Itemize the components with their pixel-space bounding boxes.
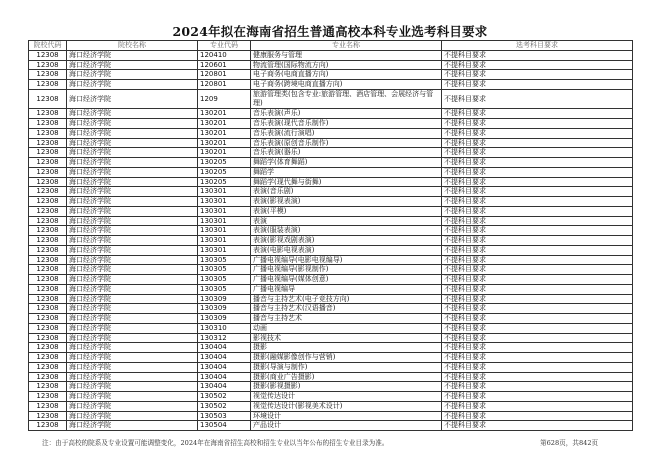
cell-major-code: 130205 [198, 158, 251, 168]
cell-school-code: 12308 [29, 236, 67, 246]
cell-major-name: 摄影(影视摄影) [251, 382, 442, 392]
cell-school-name: 海口经济学院 [67, 236, 198, 246]
cell-requirement: 不提科目要求 [442, 362, 633, 372]
table-row [29, 333, 633, 343]
table-row [29, 119, 633, 129]
cell-major-code: 1209 [198, 89, 251, 109]
table-row [29, 60, 633, 70]
cell-major-code: 130201 [198, 138, 251, 148]
table-row [29, 421, 633, 431]
cell-school-name: 海口经济学院 [67, 362, 198, 372]
cell-major-code: 130301 [198, 245, 251, 255]
cell-school-name: 海口经济学院 [67, 382, 198, 392]
cell-school-name: 海口经济学院 [67, 255, 198, 265]
cell-requirement: 不提科目要求 [442, 382, 633, 392]
cell-school-name: 海口经济学院 [67, 314, 198, 324]
cell-requirement: 不提科目要求 [442, 197, 633, 207]
cell-major-name: 音乐表演(现代音乐制作) [251, 119, 442, 129]
cell-school-name: 海口经济学院 [67, 265, 198, 275]
cell-school-code: 12308 [29, 372, 67, 382]
cell-major-name: 播音与主持艺术(电子竞技方向) [251, 294, 442, 304]
table-row [29, 226, 633, 236]
cell-requirement: 不提科目要求 [442, 294, 633, 304]
cell-school-name: 海口经济学院 [67, 70, 198, 80]
cell-requirement: 不提科目要求 [442, 89, 633, 109]
cell-school-code: 12308 [29, 89, 67, 109]
cell-major-code: 130305 [198, 255, 251, 265]
table-row [29, 284, 633, 294]
table-row [29, 401, 633, 411]
cell-major-name: 物流管理(国际物流方向) [251, 60, 442, 70]
cell-major-code: 130404 [198, 382, 251, 392]
cell-school-code: 12308 [29, 177, 67, 187]
cell-major-code: 120801 [198, 70, 251, 80]
cell-requirement: 不提科目要求 [442, 265, 633, 275]
cell-school-name: 海口经济学院 [67, 343, 198, 353]
cell-school-code: 12308 [29, 167, 67, 177]
cell-school-name: 海口经济学院 [67, 138, 198, 148]
cell-school-name: 海口经济学院 [67, 206, 198, 216]
cell-major-name: 舞蹈学(现代舞与街舞) [251, 177, 442, 187]
cell-requirement: 不提科目要求 [442, 148, 633, 158]
cell-requirement: 不提科目要求 [442, 109, 633, 119]
cell-school-code: 12308 [29, 80, 67, 90]
cell-school-name: 海口经济学院 [67, 275, 198, 285]
cell-major-code: 130201 [198, 109, 251, 119]
cell-school-code: 12308 [29, 226, 67, 236]
col-header-school-code: 院校代码 [29, 41, 67, 51]
cell-school-name: 海口经济学院 [67, 353, 198, 363]
cell-school-code: 12308 [29, 265, 67, 275]
cell-major-name: 表演(服装表演) [251, 226, 442, 236]
table-row [29, 167, 633, 177]
cell-school-name: 海口经济学院 [67, 392, 198, 402]
cell-requirement: 不提科目要求 [442, 177, 633, 187]
table-row [29, 89, 633, 109]
cell-major-code: 130201 [198, 119, 251, 129]
cell-school-code: 12308 [29, 353, 67, 363]
cell-major-name: 表演(音乐剧) [251, 187, 442, 197]
cell-major-code: 130504 [198, 421, 251, 431]
cell-school-code: 12308 [29, 421, 67, 431]
cell-school-name: 海口经济学院 [67, 177, 198, 187]
cell-major-code: 130310 [198, 323, 251, 333]
table-row [29, 177, 633, 187]
cell-school-code: 12308 [29, 392, 67, 402]
cell-school-code: 12308 [29, 255, 67, 265]
cell-major-code: 130205 [198, 167, 251, 177]
cell-school-name: 海口经济学院 [67, 80, 198, 90]
cell-major-code: 130305 [198, 284, 251, 294]
page-indicator: 第628页，共842页 [540, 439, 599, 447]
cell-requirement: 不提科目要求 [442, 80, 633, 90]
cell-major-code: 130305 [198, 275, 251, 285]
cell-major-code: 130301 [198, 226, 251, 236]
cell-requirement: 不提科目要求 [442, 353, 633, 363]
cell-school-code: 12308 [29, 343, 67, 353]
table-row [29, 353, 633, 363]
cell-requirement: 不提科目要求 [442, 401, 633, 411]
cell-major-name: 舞蹈学(体育舞蹈) [251, 158, 442, 168]
table-row [29, 411, 633, 421]
cell-major-name: 音乐表演(流行演唱) [251, 128, 442, 138]
cell-major-code: 120601 [198, 60, 251, 70]
table-row [29, 343, 633, 353]
cell-major-name: 健康服务与管理 [251, 50, 442, 60]
cell-requirement: 不提科目要求 [442, 372, 633, 382]
table-header-row [29, 41, 633, 51]
table-body [29, 50, 633, 430]
cell-major-name: 旅游管理类(包含专业:旅游管理、酒店管理、会展经济与管理) [251, 89, 442, 109]
col-header-requirement: 选考科目要求 [442, 41, 633, 51]
table-row [29, 216, 633, 226]
cell-school-code: 12308 [29, 128, 67, 138]
cell-major-name: 音乐表演(器乐) [251, 148, 442, 158]
cell-major-code: 130502 [198, 401, 251, 411]
cell-school-name: 海口经济学院 [67, 401, 198, 411]
cell-school-name: 海口经济学院 [67, 333, 198, 343]
cell-school-code: 12308 [29, 323, 67, 333]
table-row [29, 323, 633, 333]
cell-major-name: 广播电视编导(媒体创意) [251, 275, 442, 285]
cell-major-code: 130301 [198, 187, 251, 197]
cell-major-name: 表演(平模) [251, 206, 442, 216]
table-row [29, 275, 633, 285]
cell-major-code: 120801 [198, 80, 251, 90]
cell-major-name: 动画 [251, 323, 442, 333]
cell-requirement: 不提科目要求 [442, 421, 633, 431]
cell-major-code: 130502 [198, 392, 251, 402]
cell-requirement: 不提科目要求 [442, 226, 633, 236]
cell-major-name: 广播电视编导(影视制作) [251, 265, 442, 275]
cell-major-code: 130301 [198, 206, 251, 216]
table-row [29, 265, 633, 275]
table-row [29, 206, 633, 216]
cell-school-name: 海口经济学院 [67, 167, 198, 177]
table-row [29, 109, 633, 119]
cell-school-name: 海口经济学院 [67, 372, 198, 382]
cell-requirement: 不提科目要求 [442, 323, 633, 333]
table-row [29, 362, 633, 372]
cell-school-name: 海口经济学院 [67, 421, 198, 431]
cell-requirement: 不提科目要求 [442, 245, 633, 255]
cell-school-name: 海口经济学院 [67, 89, 198, 109]
cell-major-code: 130201 [198, 148, 251, 158]
cell-major-code: 130201 [198, 128, 251, 138]
cell-major-code: 130305 [198, 265, 251, 275]
cell-requirement: 不提科目要求 [442, 284, 633, 294]
cell-school-code: 12308 [29, 60, 67, 70]
table-row [29, 70, 633, 80]
cell-requirement: 不提科目要求 [442, 119, 633, 129]
table-row [29, 372, 633, 382]
cell-major-name: 影视技术 [251, 333, 442, 343]
cell-school-code: 12308 [29, 411, 67, 421]
cell-major-code: 130404 [198, 353, 251, 363]
cell-major-name: 广播电视编导 [251, 284, 442, 294]
cell-major-code: 130301 [198, 197, 251, 207]
cell-requirement: 不提科目要求 [442, 60, 633, 70]
cell-school-name: 海口经济学院 [67, 216, 198, 226]
cell-major-name: 播音与主持艺术 [251, 314, 442, 324]
col-header-major-code: 专业代码 [198, 41, 251, 51]
cell-requirement: 不提科目要求 [442, 333, 633, 343]
table-row [29, 314, 633, 324]
cell-school-code: 12308 [29, 119, 67, 129]
cell-school-code: 12308 [29, 148, 67, 158]
cell-school-code: 12308 [29, 275, 67, 285]
cell-school-code: 12308 [29, 138, 67, 148]
cell-school-name: 海口经济学院 [67, 197, 198, 207]
cell-school-name: 海口经济学院 [67, 158, 198, 168]
cell-school-name: 海口经济学院 [67, 128, 198, 138]
table-row [29, 294, 633, 304]
cell-major-name: 表演 [251, 216, 442, 226]
cell-school-name: 海口经济学院 [67, 323, 198, 333]
table-row [29, 392, 633, 402]
cell-requirement: 不提科目要求 [442, 50, 633, 60]
cell-requirement: 不提科目要求 [442, 314, 633, 324]
table-row [29, 382, 633, 392]
cell-school-code: 12308 [29, 333, 67, 343]
cell-requirement: 不提科目要求 [442, 128, 633, 138]
cell-major-code: 130404 [198, 362, 251, 372]
cell-major-code: 130503 [198, 411, 251, 421]
cell-school-name: 海口经济学院 [67, 119, 198, 129]
cell-school-name: 海口经济学院 [67, 304, 198, 314]
cell-major-name: 音乐表演(原创音乐制作) [251, 138, 442, 148]
cell-school-name: 海口经济学院 [67, 187, 198, 197]
cell-requirement: 不提科目要求 [442, 138, 633, 148]
table-row [29, 245, 633, 255]
cell-school-code: 12308 [29, 382, 67, 392]
cell-major-code: 130312 [198, 333, 251, 343]
cell-major-name: 广播电视编导(电影电视编导) [251, 255, 442, 265]
cell-major-name: 表演(电影电视表演) [251, 245, 442, 255]
cell-requirement: 不提科目要求 [442, 255, 633, 265]
cell-school-code: 12308 [29, 362, 67, 372]
cell-school-name: 海口经济学院 [67, 294, 198, 304]
table-row [29, 50, 633, 60]
cell-major-code: 130301 [198, 216, 251, 226]
cell-school-code: 12308 [29, 158, 67, 168]
cell-requirement: 不提科目要求 [442, 275, 633, 285]
cell-school-name: 海口经济学院 [67, 60, 198, 70]
cell-major-name: 环境设计 [251, 411, 442, 421]
cell-major-name: 摄影 [251, 343, 442, 353]
cell-school-code: 12308 [29, 206, 67, 216]
table-row [29, 148, 633, 158]
cell-school-name: 海口经济学院 [67, 245, 198, 255]
table-row [29, 128, 633, 138]
cell-major-code: 130404 [198, 372, 251, 382]
col-header-major-name: 专业名称 [251, 41, 442, 51]
cell-major-code: 120410 [198, 50, 251, 60]
cell-school-code: 12308 [29, 109, 67, 119]
table-row [29, 138, 633, 148]
table-row [29, 80, 633, 90]
cell-major-code: 130205 [198, 177, 251, 187]
cell-major-name: 表演(影视表演) [251, 197, 442, 207]
cell-requirement: 不提科目要求 [442, 304, 633, 314]
cell-school-code: 12308 [29, 216, 67, 226]
cell-requirement: 不提科目要求 [442, 236, 633, 246]
cell-major-code: 130404 [198, 343, 251, 353]
cell-major-name: 视觉传达设计 [251, 392, 442, 402]
cell-major-name: 产品设计 [251, 421, 442, 431]
footer-note: 注：由于高校的院系及专业设置可能调整变化，2024年在海南省招生高校和招生专业以当年公布的招生专业目录为准。 [42, 439, 389, 447]
table-row [29, 236, 633, 246]
requirements-table [28, 40, 633, 431]
cell-school-code: 12308 [29, 245, 67, 255]
cell-school-code: 12308 [29, 284, 67, 294]
document-title: 2024年拟在海南省招生普通高校本科专业选考科目要求 [172, 24, 488, 39]
table-row [29, 197, 633, 207]
cell-school-code: 12308 [29, 50, 67, 60]
cell-school-name: 海口经济学院 [67, 148, 198, 158]
cell-major-code: 130309 [198, 304, 251, 314]
cell-requirement: 不提科目要求 [442, 187, 633, 197]
cell-school-name: 海口经济学院 [67, 226, 198, 236]
table-row [29, 255, 633, 265]
cell-school-code: 12308 [29, 304, 67, 314]
cell-school-name: 海口经济学院 [67, 411, 198, 421]
table-row [29, 304, 633, 314]
cell-requirement: 不提科目要求 [442, 411, 633, 421]
cell-major-name: 视觉传达设计(影视美术设计) [251, 401, 442, 411]
cell-school-code: 12308 [29, 197, 67, 207]
cell-major-name: 摄影(融媒影像创作与营销) [251, 353, 442, 363]
cell-school-code: 12308 [29, 187, 67, 197]
cell-school-name: 海口经济学院 [67, 109, 198, 119]
cell-major-code: 130309 [198, 294, 251, 304]
cell-major-code: 130309 [198, 314, 251, 324]
cell-major-name: 电子商务(跨境电商直播方向) [251, 80, 442, 90]
cell-major-code: 130301 [198, 236, 251, 246]
cell-school-code: 12308 [29, 70, 67, 80]
col-header-school-name: 院校名称 [67, 41, 198, 51]
cell-requirement: 不提科目要求 [442, 158, 633, 168]
cell-major-name: 电子商务(电商直播方向) [251, 70, 442, 80]
table-row [29, 158, 633, 168]
cell-requirement: 不提科目要求 [442, 70, 633, 80]
cell-requirement: 不提科目要求 [442, 392, 633, 402]
cell-school-code: 12308 [29, 401, 67, 411]
table-row [29, 187, 633, 197]
cell-major-name: 摄影(导演与制作) [251, 362, 442, 372]
cell-major-name: 音乐表演(声乐) [251, 109, 442, 119]
cell-major-name: 舞蹈学 [251, 167, 442, 177]
cell-school-name: 海口经济学院 [67, 50, 198, 60]
cell-requirement: 不提科目要求 [442, 343, 633, 353]
cell-requirement: 不提科目要求 [442, 206, 633, 216]
cell-school-name: 海口经济学院 [67, 284, 198, 294]
cell-major-name: 表演(影视戏剧表演) [251, 236, 442, 246]
cell-major-name: 摄影(商业广告摄影) [251, 372, 442, 382]
cell-requirement: 不提科目要求 [442, 167, 633, 177]
cell-requirement: 不提科目要求 [442, 216, 633, 226]
cell-school-code: 12308 [29, 314, 67, 324]
cell-school-code: 12308 [29, 294, 67, 304]
cell-major-name: 播音与主持艺术(汉语播音) [251, 304, 442, 314]
